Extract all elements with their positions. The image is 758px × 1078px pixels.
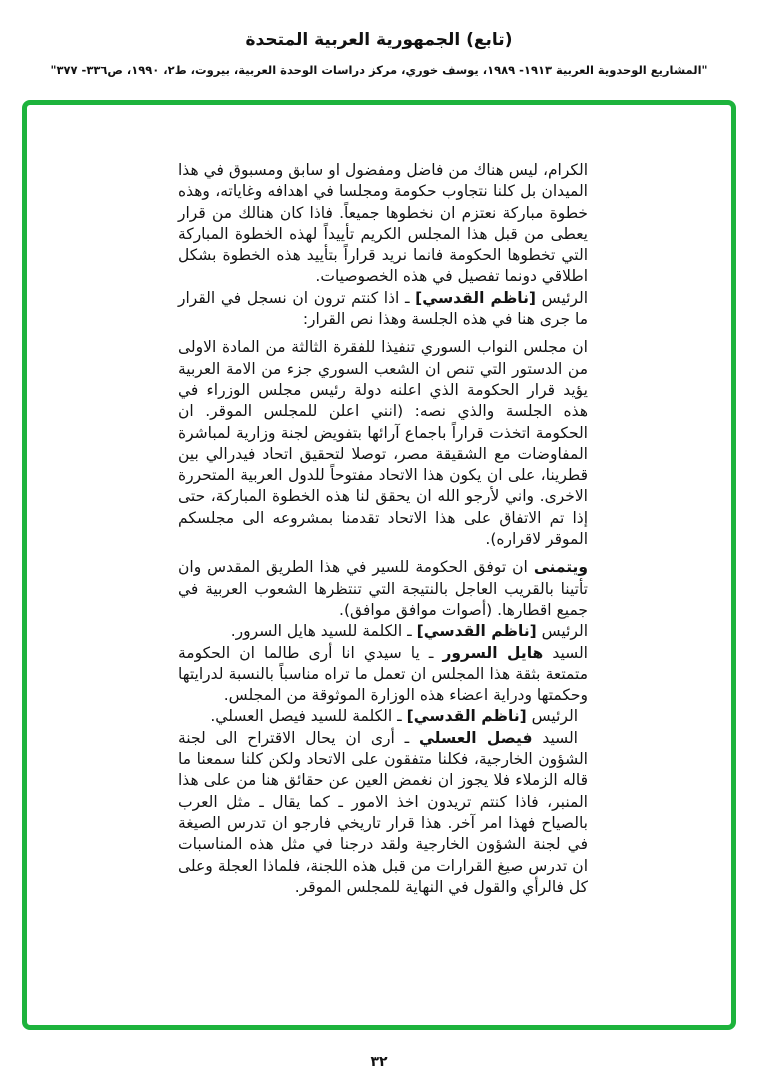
green-border-frame <box>22 100 736 1030</box>
text-run: ـ الكلمة للسيد فيصل العسلي. <box>210 707 407 726</box>
text-run: ـ الكلمة للسيد هايل السرور. <box>230 622 417 641</box>
document-title: (تابع) الجمهورية العربية المتحدة <box>245 30 513 50</box>
text-run: ان توفق الحكومة للسير في هذا الطريق المقدس وان تأتينا بالقريب العاجل بالنتيجة التي تنتظرها الشعوب العربية في جميع اقطارها. (أصوات موافق موافق). <box>178 558 588 619</box>
text-run: ـ أرى ان يحال الاقتراح الى لجنة الشؤون الخارجية، فكلنا متفقون على الاتحاد ولكن كلنا سمعنا ما قاله الزملاء فلا يجوز ان نغمض العين عن حقائق هنا من على هذا المنبر، فاذا كنتم تريدون اخذ الامور ـ كما يقال ـ مثل العرب بالصياح فهذا امر آخر. هذا قرار تاريخي فارجو ان تدرس الصيغة في لجنة الشؤون الخارجية ولقد درجنا في مثل هذه المناسبات ان تدرس صيغ القرارات من قبل هذه اللجنة، فلماذا العجلة وعلى كل فالرأي والقول في النهاية للمجلس الموقر. <box>178 728 588 896</box>
paragraph <box>178 160 588 288</box>
source-citation: "المشاريع الوحدوية العربية ١٩١٣- ١٩٨٩، يوسف خوري، مركز دراسات الوحدة العربية، بيروت، ط٢، ١٩٩٠، ص٣٣٦- ٣٧٧" <box>50 63 708 77</box>
speaker-name: [ناظم القدسي] <box>416 622 537 641</box>
text-run: ـ يا سيدي انا أرى طالما ان الحكومة متمتعة بثقة هذا المجلس ان تعمل ما تراه مناسباً بالنسبة لدرايتها وحكمتها ودراية اعضاء هذه الوزارة الموثوقة من المجلس. <box>178 643 588 705</box>
text-run: السيد <box>543 643 588 662</box>
paragraph <box>178 337 588 550</box>
speaker-name: فيصل العسلي <box>418 728 533 747</box>
paragraph <box>178 557 588 621</box>
paragraph <box>178 706 588 727</box>
text-run: الرئيس <box>536 288 589 307</box>
speaker-name: ويتمنى <box>533 558 588 577</box>
text-run: الكرام، ليس هناك من فاضل ومفضول او سابق ومسبوق في هذا الميدان بل كلنا نتجاوب حكومة ومجلسا في اهدافه وغاياته، وهذه خطوة مباركة نعتزم ان نخطوها جميعاً. فاذا كان هنالك من قرار يعطى من قبل هذا المجلس الكريم تأييداً لهذه الخطوة المباركة التي تخطوها الحكومة فانما نريد قراراً بتأييد هذه الخطوة بشكل اطلاقي دونما تفصيل في هذه الخصوصيات. <box>178 161 588 286</box>
paragraph <box>178 643 588 707</box>
text-run: السيد <box>532 728 578 747</box>
paragraph <box>178 288 588 331</box>
text-column <box>178 160 588 898</box>
speaker-name: [ناظم القدسي] <box>406 707 527 726</box>
paragraph <box>178 728 588 898</box>
text-run: ـ اذا كنتم ترون ان نسجل في القرار ما جرى هنا في هذه الجلسة وهذا نص القرار: <box>178 288 588 329</box>
text-run: الرئيس <box>526 707 578 726</box>
text-run: الرئيس <box>536 622 588 641</box>
speaker-name: هايل السرور <box>442 643 544 662</box>
speaker-name: [ناظم القدسي] <box>415 288 537 307</box>
paragraph <box>178 621 588 642</box>
text-run: ان مجلس النواب السوري تنفيذا للفقرة الثالثة من المادة الاولى من الدستور التي تنص ان الشعب السوري جزء من الامة العربية يؤيد قرار الحكومة الذي اعلنه دولة رئيس مجلس الوزراء في هذه الجلسة والذي نصه: (انني اعلن للمجلس الموقر. ان الحكومة اتخذت قراراً باجماع آرائها بتفويض لجنة وزارية لمباشرة المفاوضات مع الشقيقة مصر، توصلا لتحقيق اتحاد فيدرالي بين قطرينا، على ان يكون هذا الاتحاد مفتوحاً للدول العربية المتحررة الاخرى. واني لأرجو الله ان يحقق لنا هذه الخطوة المباركة، حتى إذا تم الاتفاق على هذا الاتحاد تقدمنا بمشروعه الى مجلسكم الموقر لاقراره). <box>178 338 588 549</box>
page-number: ٣٢ <box>370 1054 388 1070</box>
